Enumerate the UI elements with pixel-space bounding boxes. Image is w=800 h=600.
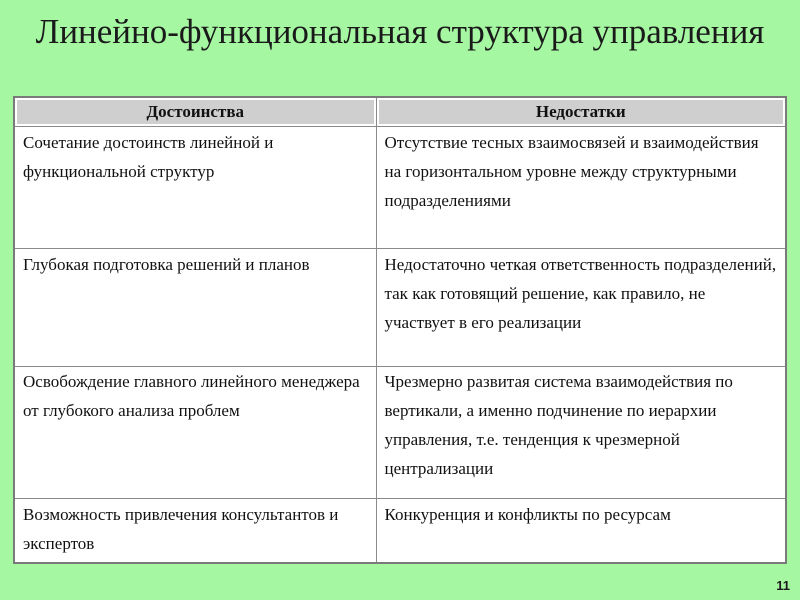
page-number: 11 (776, 578, 790, 593)
disadvantage-text: Отсутствие тесных взаимосвязей и взаимодействия на горизонтальном уровне между структурными подразделениями (384, 133, 759, 210)
advantage-cell (14, 367, 376, 499)
header-advantages: Достоинства (14, 97, 376, 127)
slide-title: Линейно-функциональная структура управления (35, 12, 765, 51)
table-header-row (14, 97, 786, 127)
table-row (14, 127, 786, 249)
advantage-cell (14, 127, 376, 249)
disadvantage-cell (376, 499, 786, 564)
comparison-table (13, 96, 787, 564)
advantage-cell (14, 499, 376, 564)
advantage-text: Освобождение главного линейного менеджера от глубокого анализа проблем (23, 372, 360, 420)
disadvantage-text: Конкуренция и конфликты по ресурсам (384, 505, 671, 524)
advantage-text: Сочетание достоинств линейной и функциональной структур (23, 133, 274, 181)
header-disadvantages: Недостатки (376, 97, 786, 127)
comparison-table-container (13, 96, 785, 564)
disadvantage-cell (376, 367, 786, 499)
advantage-text: Возможность привлечения консультантов и экспертов (23, 505, 339, 553)
advantage-cell (14, 249, 376, 367)
table-row (14, 249, 786, 367)
disadvantage-text: Чрезмерно развитая система взаимодействия по вертикали, а именно подчинение по иерархии управления, т.е. тенденция к чрезмерной централизации (384, 372, 733, 478)
table-row (14, 367, 786, 499)
advantage-text: Глубокая подготовка решений и планов (23, 255, 310, 274)
disadvantage-cell (376, 249, 786, 367)
disadvantage-cell (376, 127, 786, 249)
table-row (14, 499, 786, 564)
disadvantage-text: Недостаточно четкая ответственность подразделений, так как готовящий решение, как правило, не участвует в его реализации (384, 255, 777, 332)
